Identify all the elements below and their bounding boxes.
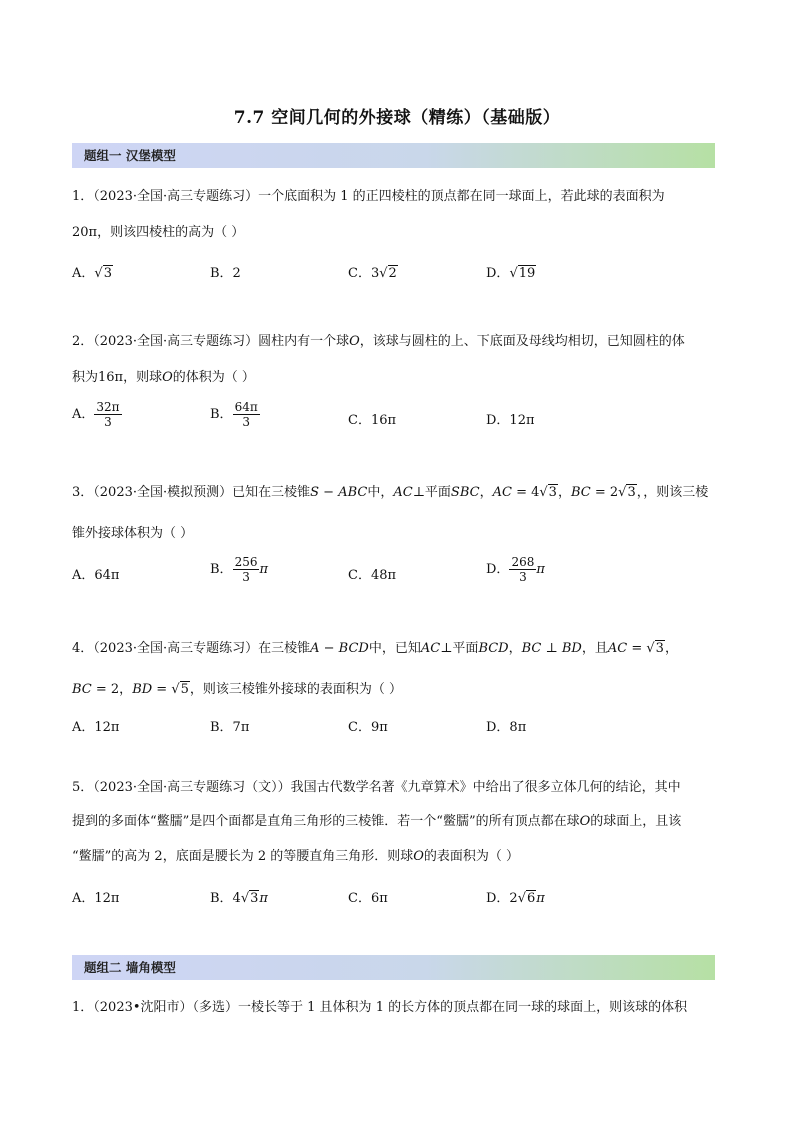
q1-option-b: B．2 xyxy=(210,266,241,281)
q5-option-c: C．6π xyxy=(348,891,388,906)
q3-option-d: D． $\frac{268}{3}$ π xyxy=(486,555,545,584)
q2-stem-line-2: 积为16π，则球O的体积为（ ） xyxy=(72,370,255,385)
q4-option-d: D．8π xyxy=(486,720,527,735)
q3-stem-line-1: 3．（2023·全国·模拟预测）已知在三棱锥S − ABC中，AC⊥平面SBC，AC = 4√3，BC = 2√3，，则该三棱 xyxy=(72,485,709,500)
q5-stem-line-2: 提到的多面体“鳖臑”是四个面都是直角三角形的三棱锥．若一个“鳖臑”的所有顶点都在球O的球面上，且该 xyxy=(72,814,682,829)
g2-q1-stem-line-1: 1．（2023•沈阳市）（多选）一棱长等于 1 且体积为 1 的长方体的顶点都在同一球的球面上，则该球的体积 xyxy=(72,1000,688,1015)
q1-option-a: A．√3 xyxy=(72,266,112,281)
section-header-group-1: 题组一 汉堡模型 xyxy=(72,143,715,168)
q3-option-c: C．48π xyxy=(348,568,397,583)
q3-option-b: B． $\frac{256}{3}$ π xyxy=(210,555,269,584)
q4-stem-line-1: 4．（2023·全国·高三专题练习）在三棱锥A − BCD中，已知AC⊥平面BCD，BC ⊥ BD，且AC = √3， xyxy=(72,641,678,656)
q4-option-c: C．9π xyxy=(348,720,388,735)
q5-option-b: B．4√3π xyxy=(210,891,268,906)
q2-option-c: C．16π xyxy=(348,413,397,428)
q2-option-a: A． $\frac{32\pi}{3}$ xyxy=(72,400,120,429)
q5-stem-line-3: “鳖臑”的高为 2，底面是腰长为 2 的等腰直角三角形．则球O的表面积为（ ） xyxy=(72,849,520,864)
q4-option-a: A．12π xyxy=(72,720,120,735)
q2-option-b: B． $\frac{64\pi}{3}$ xyxy=(210,400,258,429)
q1-stem-line-1: 1．（2023·全国·高三专题练习）一个底面积为 1 的正四棱柱的顶点都在同一球面上，若此球的表面积为 xyxy=(72,189,665,204)
q2-option-d: D．12π xyxy=(486,413,535,428)
q5-option-d: D．2√6π xyxy=(486,891,545,906)
q2-stem-line-1: 2．（2023·全国·高三专题练习）圆柱内有一个球O，该球与圆柱的上、下底面及母线均相切，已知圆柱的体 xyxy=(72,334,685,349)
q5-option-a: A．12π xyxy=(72,891,120,906)
q4-stem-line-2: BC = 2，BD = √5，则该三棱锥外接球的表面积为（ ） xyxy=(72,682,403,697)
q1-option-c: C．3√2 xyxy=(348,266,397,281)
page-title: 7.7 空间几何的外接球（精练）（基础版） xyxy=(233,108,561,128)
q1-option-d: D．√19 xyxy=(486,266,536,281)
q1-stem-line-2: 20π，则该四棱柱的高为（ ） xyxy=(72,225,245,240)
section-header-group-2: 题组二 墙角模型 xyxy=(72,955,715,980)
q4-option-b: B．7π xyxy=(210,720,250,735)
q3-stem-line-2: 锥外接球体积为（ ） xyxy=(72,526,194,541)
q5-stem-line-1: 5．（2023·全国·高三专题练习（文））我国古代数学名著《九章算术》中给出了很多立体几何的结论，其中 xyxy=(72,780,681,795)
q3-option-a: A．64π xyxy=(72,568,120,583)
